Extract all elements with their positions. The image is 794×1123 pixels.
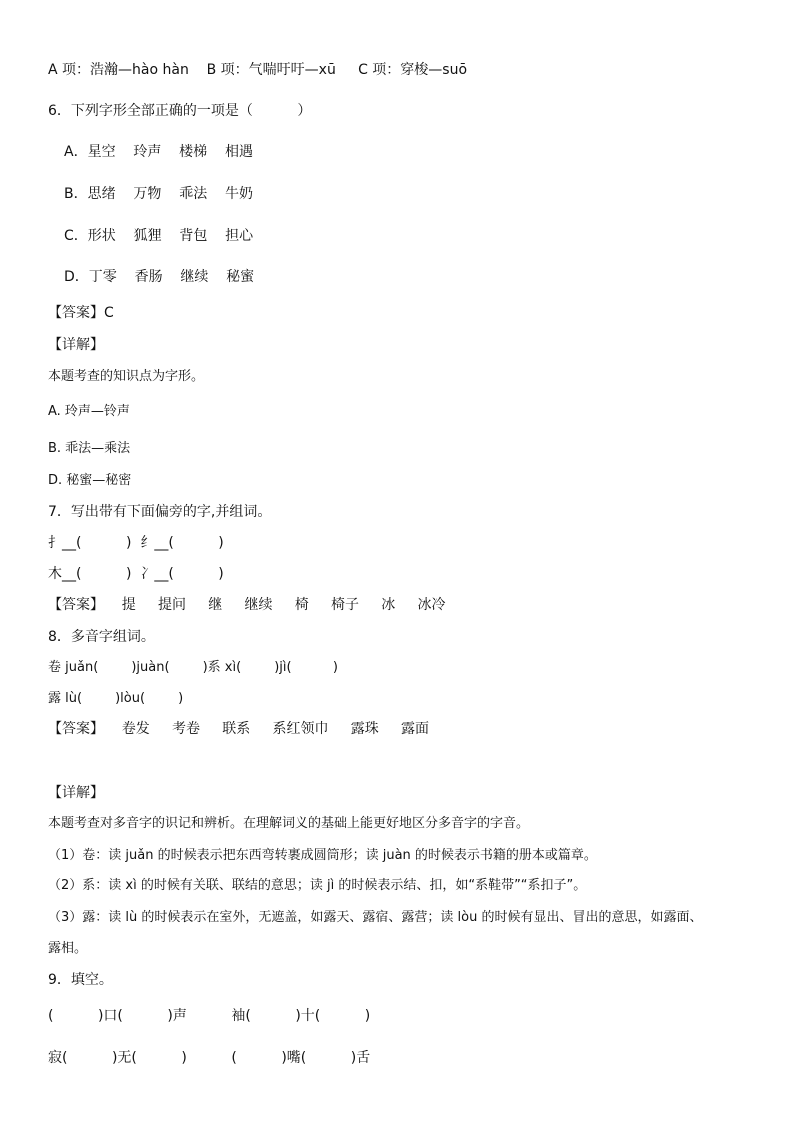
- option-a: A．星空 玲声 楼梯 相遇: [64, 144, 253, 160]
- answer-6: 【答案】C: [48, 305, 114, 321]
- explanation-8-item-3-cont: 露相。: [48, 941, 88, 956]
- question-9-row-1: ( )口( )声 袖( )十( ): [48, 1008, 371, 1024]
- explanation-8-intro: 本题考查对多音字的识记和辨析。在理解词义的基础上能更好地区分多音字的字音。: [48, 816, 530, 831]
- explanation-6-text: 本题考查的知识点为字形。: [48, 369, 205, 384]
- option-d: D．丁零 香肠 继续 秘蜜: [64, 269, 255, 285]
- explanation-8-label: 【详解】: [48, 785, 104, 801]
- explanation-8-item-2: （2）系：读 xì 的时候有关联、联结的意思；读 jì 的时候表示结、扣，如“系鞋带”“系扣子”。: [48, 878, 587, 893]
- explanation-6-a: A. 玲声—铃声: [48, 404, 130, 419]
- explanation-6-d: D. 秘蜜—秘密: [48, 473, 132, 488]
- question-7-row-2: 木__( ) 冫__( ): [48, 566, 224, 582]
- option-c: C．形状 狐狸 背包 担心: [64, 228, 254, 244]
- question-6-title: 6．下列字形全部正确的一项是（ ）: [48, 103, 312, 119]
- explanation-6-b: B. 乖法—乘法: [48, 441, 131, 456]
- question-9-title: 9．填空。: [48, 972, 113, 988]
- explanation-6-label: 【详解】: [48, 337, 104, 353]
- question-9-row-2: 寂( )无( ) ( )嘴( )舌: [48, 1050, 371, 1066]
- question-8-title: 8．多音字组词。: [48, 629, 155, 645]
- question-8-row-2: 露 lù( )lòu( ): [48, 691, 184, 706]
- answer-7: 【答案】 提 提问 继 继续 椅 椅子 冰 冰冷: [48, 597, 446, 613]
- question-8-row-1: 卷 juǎn( )juàn( )系 xì( )jì( ): [48, 660, 338, 675]
- question-7-title: 7．写出带有下面偏旁的字,并组词。: [48, 504, 272, 520]
- question-7-row-1: 扌__( ) 纟__( ): [48, 535, 224, 551]
- answer-8: 【答案】 卷发 考卷 联系 系红领巾 露珠 露面: [48, 721, 430, 737]
- previous-answer-line: A 项：浩瀚—hào hàn B 项：气喘吁吁—xū C 项：穿梭—suō: [48, 62, 468, 78]
- explanation-8-item-3: （3）露：读 lù 的时候表示在室外，无遮盖，如露天、露宿、露营；读 lòu 的时候有显出、冒出的意思，如露面、: [48, 910, 703, 925]
- option-b: B．思绪 万物 乖法 牛奶: [64, 186, 254, 202]
- explanation-8-item-1: （1）卷：读 juǎn 的时候表示把东西弯转裹成圆筒形；读 juàn 的时候表示书籍的册本或篇章。: [48, 848, 597, 863]
